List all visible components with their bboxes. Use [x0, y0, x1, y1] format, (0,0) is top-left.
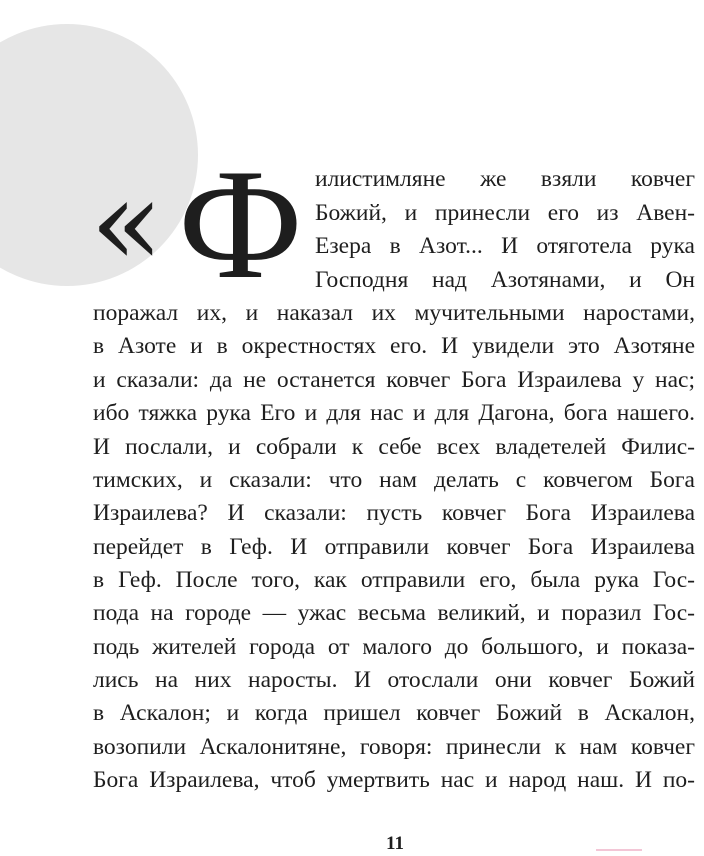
text-line: возопили Аскалонитяне, говоря: принесли к нам ковчег — [93, 734, 695, 760]
text-line: лись на них наросты. И отослали они ковчег Божий — [93, 667, 695, 693]
page-number: 11 — [386, 833, 404, 854]
text-line: Бога Израилева, чтоб умертвить нас и народ наш. И по- — [93, 767, 695, 793]
drop-cap — [90, 137, 305, 312]
text-line: ибо тяжка рука Его и для нас и для Дагона, бога нашего. — [93, 400, 695, 426]
corner-mark — [596, 849, 642, 851]
text-line: и сказали: да не останется ковчег Бога Израилева у нас; — [93, 367, 695, 393]
opening-quote-mark: « — [90, 154, 164, 293]
text-line: И послали, и собрали к себе всех владетелей Филис- — [93, 434, 695, 460]
text-line: перейдет в Геф. И отправили ковчег Бога Израилева — [93, 534, 695, 560]
text-line: подь жителей города от малого до большого, и показа- — [93, 634, 695, 660]
text-line: в Геф. После того, как отправили его, была рука Гос- — [93, 567, 695, 593]
text-line: в Аскалон; и когда пришел ковчег Божий в Аскалон, — [93, 700, 695, 726]
drop-cap-letter: Ф — [178, 137, 303, 312]
text-line: пода на городе — ужас весьма великий, и поразил Гос- — [93, 600, 695, 626]
text-line: илистимляне же взяли ковчег — [315, 166, 695, 192]
text-line: поражал их, и наказал их мучительными наростами, — [93, 300, 695, 326]
text-line: Божий, и принесли его из Авен- — [315, 200, 695, 226]
text-line: Езера в Азот... И отяготела рука — [315, 233, 695, 259]
text-line: тимских, и сказали: что нам делать с ковчегом Бога — [93, 467, 695, 493]
text-line: Израилева? И сказали: пусть ковчег Бога Израилева — [93, 500, 695, 526]
text-line: Господня над Азотянами, и Он — [315, 267, 695, 293]
text-line: в Азоте и в окрестностях его. И увидели это Азотяне — [93, 333, 695, 359]
